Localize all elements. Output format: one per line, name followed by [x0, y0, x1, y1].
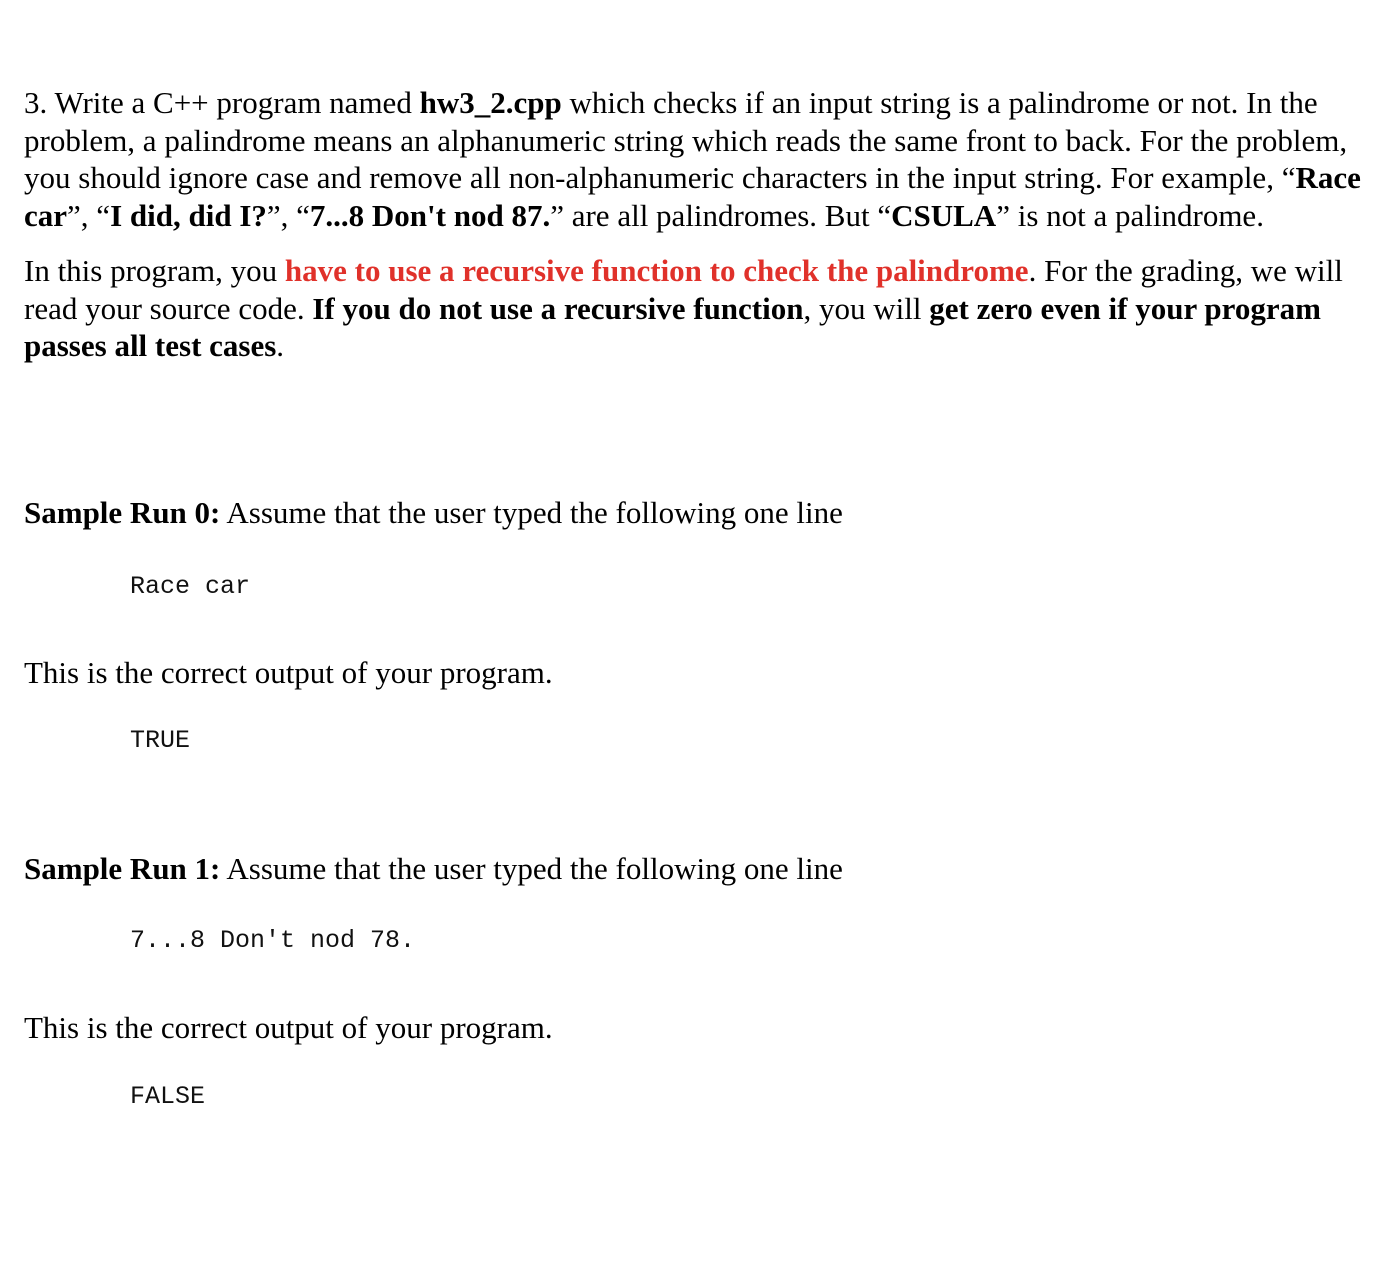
output-line: TRUE	[130, 726, 191, 755]
example-non-palindrome: CSULA	[891, 197, 997, 233]
output-line: FALSE	[130, 1082, 206, 1111]
output-intro-text: This is the correct output of your program.	[24, 1010, 553, 1045]
input-line: Race car	[130, 572, 251, 601]
example-palindrome: Race car	[24, 160, 1361, 233]
text-segment: ” are all palindromes. But “	[550, 197, 892, 233]
text-segment: which checks if an input string is a palindrome or not. In the problem, a palindrome means an alphanumeric string which reads the same front to back. For the problem, you should ignore case and remove all non-alphanumeric characters in the input string. For example, “	[24, 85, 1348, 195]
problem-statement	[24, 84, 1384, 365]
filename: hw3_2.cpp	[419, 85, 562, 120]
problem-description	[24, 84, 1384, 234]
example-palindrome: I did, did I?	[110, 197, 267, 233]
sample-run-description: Assume that the user typed the following one line	[220, 495, 843, 530]
sample-run-0-input	[130, 572, 250, 602]
input-line: 7...8 Don't nod 78.	[130, 926, 416, 955]
sample-run-label: Sample Run 1:	[24, 851, 221, 886]
warning-bold: get zero even if your program passes all test cases	[24, 290, 1321, 363]
text-segment: .	[276, 328, 285, 363]
sample-run-0-output-intro	[24, 654, 553, 691]
text-segment: , you will	[803, 290, 930, 326]
text-segment: . For the grading, we will read your source code.	[24, 253, 1343, 326]
sample-run-label: Sample Run 0:	[24, 495, 221, 530]
sample-run-1-output-intro	[24, 1009, 553, 1046]
text-segment: ”, “	[67, 197, 111, 233]
sample-run-description: Assume that the user typed the following one line	[220, 851, 843, 886]
text-segment: ” is not a palindrome.	[996, 197, 1264, 233]
sample-run-1-input	[130, 926, 415, 956]
text-segment: In this program, you	[24, 253, 285, 288]
recursion-requirement-highlight: have to use a recursive function to check the palindrome	[284, 253, 1029, 288]
grading-requirement	[24, 252, 1384, 365]
output-intro-text: This is the correct output of your program.	[24, 655, 553, 690]
sample-run-1-output	[130, 1082, 205, 1112]
warning-bold: If you do not use a recursive function	[312, 290, 804, 326]
example-palindrome: 7...8 Don't nod 87.	[309, 197, 551, 233]
sample-run-0-output	[130, 726, 190, 756]
sample-run-0-heading	[24, 494, 843, 531]
text-segment: 3. Write a C++ program named	[24, 85, 420, 120]
text-segment: ”, “	[266, 197, 310, 233]
sample-run-1-heading	[24, 850, 843, 887]
